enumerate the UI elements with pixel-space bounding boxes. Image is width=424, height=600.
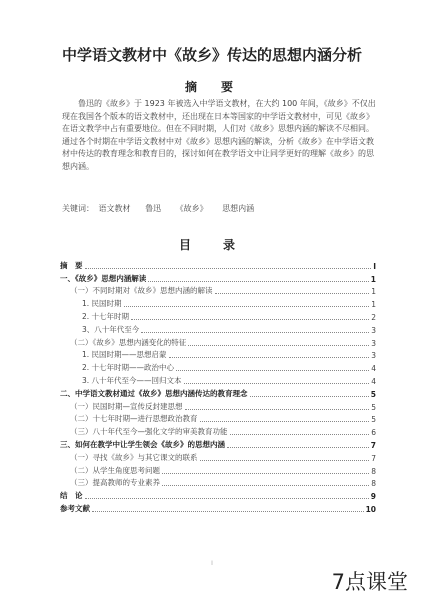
- toc-dot-leader: [176, 370, 369, 371]
- toc-dot-leader: [200, 421, 370, 422]
- toc-entry-label: （三）八十年代至今—强化文学的审美教育功能: [70, 427, 228, 437]
- toc-entry-page: 2: [371, 312, 376, 322]
- toc-entry-page: 5: [371, 415, 376, 425]
- toc-entry[interactable]: [60, 309, 376, 322]
- toc-dot-leader: [250, 396, 369, 397]
- toc-entry-label: （三）提高教师的专业素养: [70, 478, 160, 488]
- toc-dot-leader: [162, 473, 369, 474]
- toc-entry-label: 一、《故乡》思想内涵解读: [60, 273, 147, 283]
- toc-entry-label: 3. 八十年代至今——回归文本: [82, 375, 182, 385]
- abstract-text: 鲁迅的《故乡》于 1923 年被选入中学语文教材，在大约 100 年间，《故乡》不仅出现在我国各个版本的语文教材中，还出现在日本等国家的中学语文教材中，可见《故乡》在语文教学中占有重要地位。但在不同时期，人们对《故乡》思想内涵的解读不尽相同。通过各个时期在中学语文教材中对《故乡》思想内涵的解读，分析《故乡》在中学语文教材中传达的教育理念和教育目的，探讨如何在教学语文中让同学更好的理解《故乡》的思想内涵。: [62, 99, 376, 171]
- toc-entry-label: （一）民国时期—宣传反封建思想: [70, 401, 183, 411]
- toc-entry[interactable]: [60, 437, 376, 450]
- toc-entry-label: 三、如何在教学中让学生领会《故乡》的思想内涵: [60, 439, 225, 449]
- keyword: 《故乡》: [175, 204, 208, 213]
- toc-entry[interactable]: [60, 296, 376, 309]
- page-number: I: [211, 560, 213, 567]
- toc-entry-page: 10: [365, 504, 376, 514]
- toc-dot-leader: [85, 268, 372, 269]
- toc-entry[interactable]: [60, 501, 376, 514]
- toc-entry-page: 5: [370, 389, 376, 399]
- toc-entry[interactable]: [60, 284, 376, 297]
- toc-entry-page: 3: [371, 351, 376, 361]
- toc-entry-label: （一）寻找《故乡》与其它课文的联系: [70, 452, 198, 462]
- toc-entry-label: （二）《故乡》思想内涵变化的特征: [70, 337, 187, 347]
- toc-entry-page: 8: [371, 466, 376, 476]
- toc-dot-leader: [200, 460, 370, 461]
- abstract-heading: 摘 要: [184, 80, 239, 94]
- toc-dot-leader: [215, 293, 370, 294]
- toc-dot-leader: [169, 357, 370, 358]
- toc-dot-leader: [148, 281, 369, 282]
- toc-entry[interactable]: [60, 450, 376, 463]
- toc-dot-leader: [227, 447, 369, 448]
- toc-dot-leader: [92, 511, 364, 512]
- toc-entry-page: 3: [371, 338, 376, 348]
- toc-dot-leader: [124, 306, 370, 307]
- toc-entry-label: 参考文献: [60, 503, 90, 513]
- toc-heading: 目 录: [178, 238, 245, 252]
- toc-entry-page: 6: [371, 428, 376, 438]
- toc-entry-label: （一）不同时期对《故乡》思想内涵的解读: [70, 286, 213, 296]
- toc-entry[interactable]: [60, 322, 376, 335]
- toc-entry-page: 3: [371, 325, 376, 335]
- toc-entry-label: 3、八十年代至今: [82, 324, 140, 334]
- keyword: 鲁迅: [145, 204, 162, 213]
- toc-entry-page: 7: [370, 440, 376, 450]
- toc-entry-page: 1: [371, 287, 376, 297]
- toc-entry[interactable]: [60, 335, 376, 348]
- toc-entry-page: 8: [371, 479, 376, 489]
- toc-dot-leader: [230, 434, 370, 435]
- toc-entry-label: 1. 民国时期——思想启蒙: [82, 350, 167, 360]
- toc-entry-label: 结 论: [60, 491, 83, 501]
- abstract-body: [62, 98, 380, 173]
- toc-entry-label: 1. 民国时期: [82, 299, 122, 309]
- toc-entry[interactable]: [60, 463, 376, 476]
- document-title: 中学语文教材中《故乡》传达的思想内涵分析: [61, 46, 362, 64]
- toc-entry[interactable]: [60, 373, 376, 386]
- keywords-line: [62, 203, 266, 214]
- toc-entry-page: 5: [371, 402, 376, 412]
- toc-dot-leader: [188, 345, 369, 346]
- keyword: 思想内涵: [222, 204, 255, 213]
- toc-entry-label: 摘 要: [60, 260, 83, 270]
- toc-entry-page: 9: [370, 492, 376, 502]
- toc-dot-leader: [131, 319, 369, 320]
- toc-entry[interactable]: [60, 271, 376, 284]
- toc-dot-leader: [184, 383, 370, 384]
- toc-entry-page: 1: [371, 300, 376, 310]
- toc-entry-page: 4: [371, 376, 376, 386]
- toc-entry-label: （二）十七年时期—进行思想政治教育: [70, 414, 198, 424]
- toc-dot-leader: [141, 332, 369, 333]
- keywords-label: 关键词：: [62, 204, 94, 213]
- toc-entry-label: 2. 十七年时期: [82, 311, 130, 321]
- toc-entry-page: 1: [370, 274, 376, 284]
- toc-entry-page: 7: [371, 453, 376, 463]
- table-of-contents: [60, 258, 376, 514]
- toc-entry[interactable]: [60, 424, 376, 437]
- toc-entry[interactable]: [60, 258, 376, 271]
- toc-entry[interactable]: [60, 476, 376, 489]
- toc-entry[interactable]: [60, 412, 376, 425]
- toc-entry[interactable]: [60, 399, 376, 412]
- toc-dot-leader: [162, 485, 369, 486]
- toc-entry-label: （二）从学生角度思考问题: [70, 465, 160, 475]
- toc-entry[interactable]: [60, 348, 376, 361]
- toc-entry[interactable]: [60, 488, 376, 501]
- toc-entry[interactable]: [60, 386, 376, 399]
- toc-dot-leader: [85, 498, 369, 499]
- keyword: 语文教材: [98, 204, 131, 213]
- watermark-logo: 7点课堂: [331, 570, 408, 594]
- toc-entry[interactable]: [60, 360, 376, 373]
- toc-entry-label: 二、中学语文教材通过《故乡》思想内涵传达的教育理念: [60, 388, 248, 398]
- toc-entry-page: I: [373, 261, 376, 271]
- toc-dot-leader: [185, 409, 370, 410]
- toc-entry-label: 2. 十七年时期——政治中心: [82, 363, 175, 373]
- toc-entry-page: 4: [371, 364, 376, 374]
